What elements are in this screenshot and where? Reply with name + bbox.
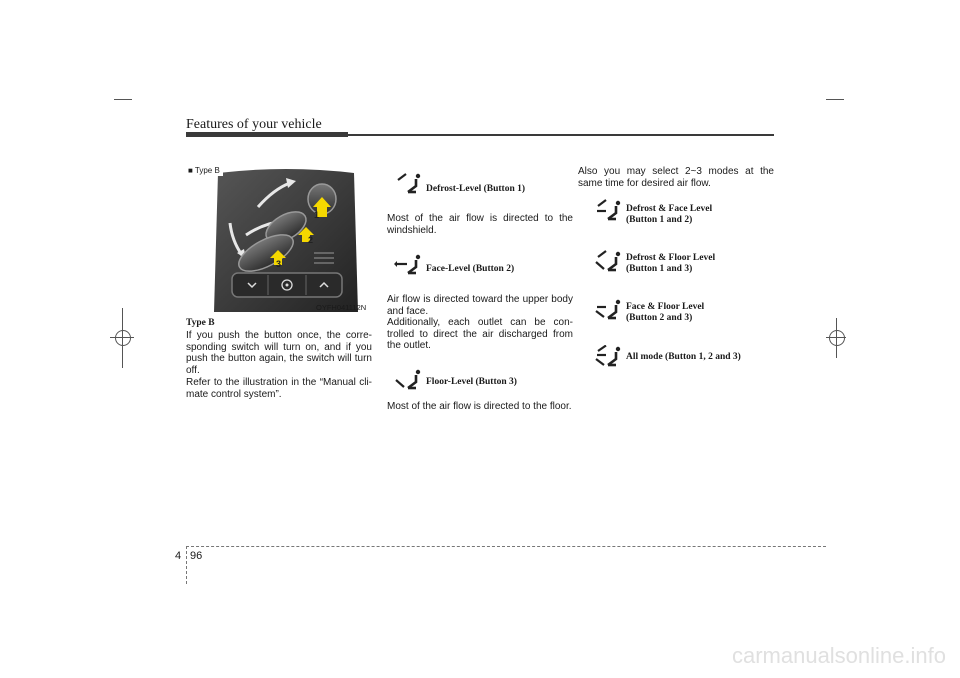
defrost-floor-heading [626,253,715,275]
refer-paragraph: Refer to the illustration in the “Manual cli-mate control system”. [186,377,372,400]
floor-level-heading: Floor-Level (Button 3) [426,377,517,387]
defrost-face-icon [594,199,624,223]
face-floor-line2: (Button 2 and 3) [626,313,693,323]
multi-mode-intro: Also you may select 2~3 modes at the same time for desired air flow. [578,166,774,189]
callout-number-1: 1 [314,210,320,220]
crop-mark-left-circle [115,330,131,346]
figure-type-label: ■ Type B [186,165,223,176]
face-floor-heading [626,302,704,324]
face-level-heading: Face-Level (Button 2) [426,264,515,274]
all-mode-icon [594,345,624,369]
defrost-floor-icon [594,250,624,274]
page-header-title: Features of your vehicle [186,117,322,132]
crop-mark-right-circle [829,330,845,346]
watermark: carmanualsonline.info [731,643,946,668]
type-b-title: Type B [186,318,215,328]
callout-number-2: 2 [308,235,314,245]
page-number: 96 [190,550,203,562]
footer-rule [186,546,826,547]
face-floor-line1: Face & Floor Level [626,302,705,312]
chapter-number: 4 [175,550,182,562]
face-level-icon [394,253,424,277]
climate-control-illustration [186,165,372,312]
crop-mark-top-right [826,99,844,100]
face-floor-icon [594,298,624,322]
all-mode-heading: All mode (Button 1, 2 and 3) [626,352,741,362]
footer-vertical-rule [186,546,187,584]
crop-mark-top-left [114,99,132,100]
type-b-paragraph: If you push the button once, the corre-sponding switch will turn on, and if you push the button again, the switch will turn off. [186,330,372,376]
header-rule-thick [186,132,348,137]
defrost-face-line1: Defrost & Face Level [626,204,713,214]
defrost-face-line2: (Button 1 and 2) [626,215,693,225]
defrost-level-heading: Defrost-Level (Button 1) [426,184,526,194]
defrost-level-icon [394,172,424,196]
floor-level-text: Most of the air flow is directed to the floor. [387,401,572,412]
defrost-level-text: Most of the air flow is directed to the windshield. [387,213,573,236]
defrost-floor-line2: (Button 1 and 3) [626,264,693,274]
header-rule-thin [348,134,774,136]
figure-code: OYFH041112N [316,303,367,312]
floor-level-icon [394,368,424,392]
face-level-text: Air flow is directed toward the upper body and face. Additionally, each outlet can be con-trolled to direct the air discharged from the outlet. [387,294,573,351]
callout-number-3: 3 [276,259,282,269]
defrost-floor-line1: Defrost & Floor Level [626,253,716,263]
defrost-face-heading [626,204,712,226]
